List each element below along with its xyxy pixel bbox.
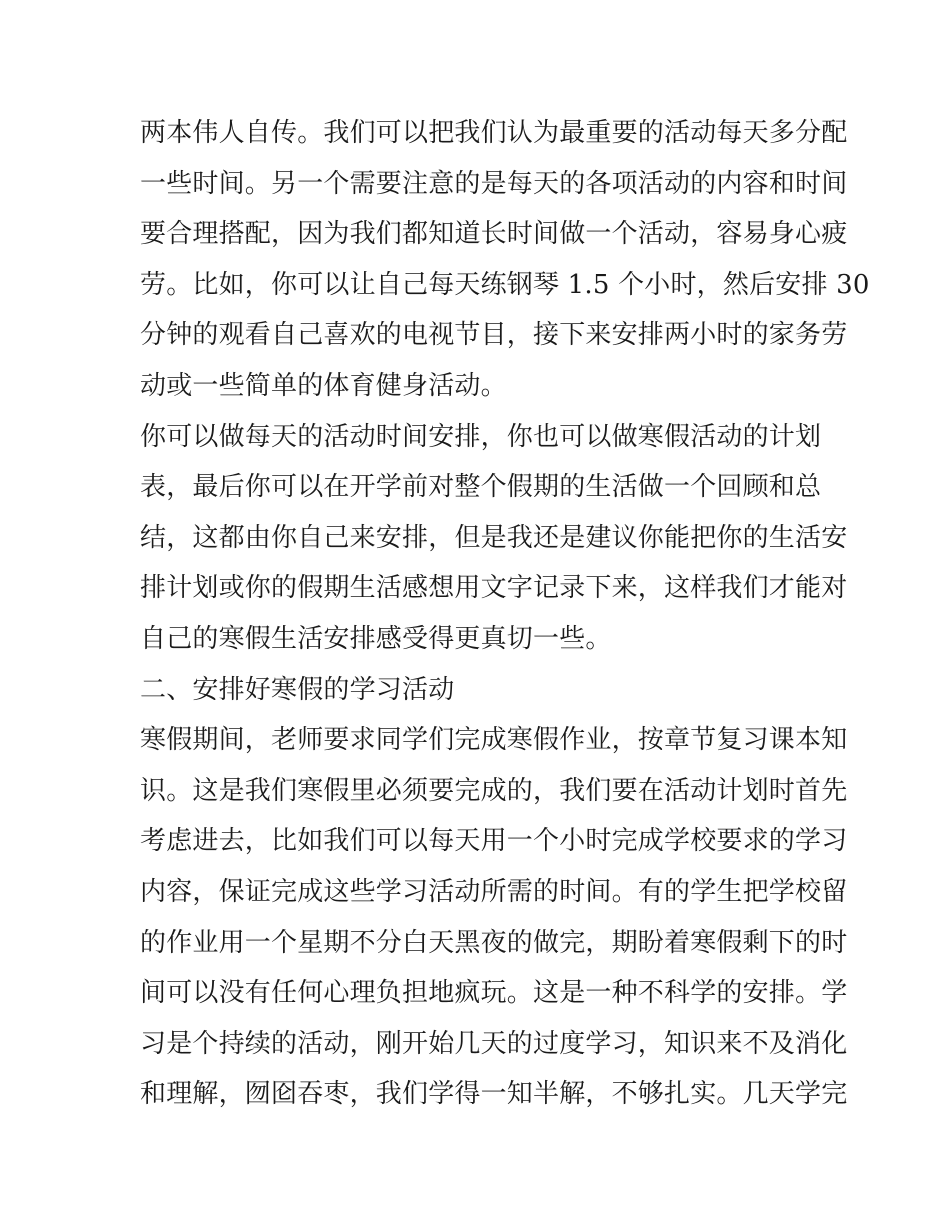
text-line: 寒假期间，老师要求同学们完成寒假作业，按章节复习课本知 [140,725,848,756]
text-line: 表，最后你可以在开学前对整个假期的生活做一个回顾和总 [140,472,822,503]
text-line: 动或一些简单的体育健身活动。 [140,370,507,401]
text-line: 两本伟人自传。我们可以把我们认为最重要的活动每天多分配 [140,118,848,148]
text-line: 你可以做每天的活动时间安排，你也可以做寒假活动的计划 [140,421,822,452]
text-line: 内容，保证完成这些学习活动所需的时间。有的学生把学校留 [140,876,848,907]
section-heading: 二、安排好寒假的学习活动 [140,674,455,705]
text-line: 和理解，囫囵吞枣，我们学得一知半解，不够扎实。几天学完 [140,1079,848,1110]
text-line: 的作业用一个星期不分白天黑夜的做完，期盼着寒假剩下的时 [140,927,848,958]
text-line: 识。这是我们寒假里必须要完成的，我们要在活动计划时首先 [140,775,848,806]
text-line: 习是个持续的活动，刚开始几天的过度学习，知识来不及消化 [140,1028,848,1059]
text-line: 劳。比如，你可以让自己每天练钢琴 1.5 个小时，然后安排 30 [140,269,870,300]
text-line: 要合理搭配，因为我们都知道长时间做一个活动，容易身心疲 [140,219,848,250]
text-line: 一些时间。另一个需要注意的是每天的各项活动的内容和时间 [140,168,848,199]
text-line: 排计划或你的假期生活感想用文字记录下来，这样我们才能对 [140,573,848,604]
text-line: 自己的寒假生活安排感受得更真切一些。 [140,623,612,654]
document-body [140,108,870,1120]
text-line: 间可以没有任何心理负担地疯玩。这是一种不科学的安排。学 [140,978,848,1009]
text-line: 结，这都由你自己来安排，但是我还是建议你能把你的生活安 [140,522,848,553]
text-line: 分钟的观看自己喜欢的电视节目，接下来安排两小时的家务劳 [140,320,848,351]
text-line: 考虑进去，比如我们可以每天用一个小时完成学校要求的学习 [140,826,848,857]
